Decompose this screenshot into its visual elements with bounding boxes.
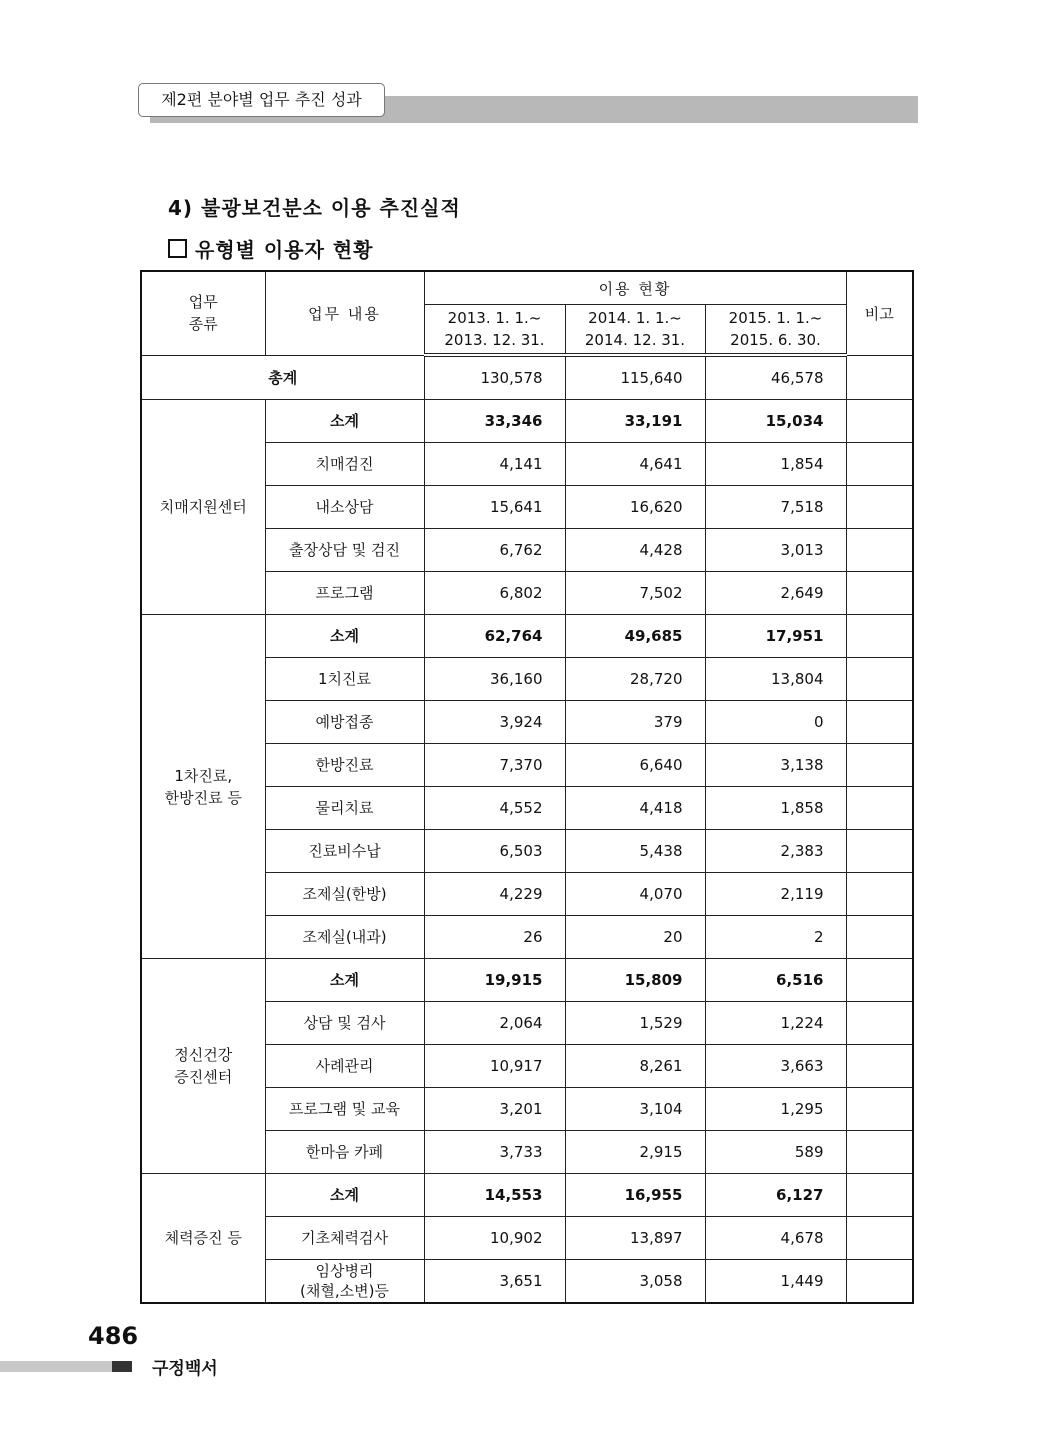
task-cell: 상담 및 검사 xyxy=(265,1002,424,1045)
value-2014: 379 xyxy=(565,701,705,744)
value-2013: 4,552 xyxy=(424,787,565,830)
subtotal-label: 소계 xyxy=(265,400,424,443)
value-2015: 15,034 xyxy=(705,400,846,443)
note-cell xyxy=(846,701,913,744)
value-2014: 3,104 xyxy=(565,1088,705,1131)
subtotal-label: 소계 xyxy=(265,1174,424,1217)
header-category: 업무 종류 xyxy=(141,271,265,355)
value-2015: 0 xyxy=(705,701,846,744)
task-cell: 1치진료 xyxy=(265,658,424,701)
value-2015: 13,804 xyxy=(705,658,846,701)
value-2015: 2 xyxy=(705,916,846,959)
value-2014: 8,261 xyxy=(565,1045,705,1088)
value-2014: 2,915 xyxy=(565,1131,705,1174)
value-2013: 6,762 xyxy=(424,529,565,572)
category-cell: 체력증진 등 xyxy=(141,1174,265,1304)
subtotal-label: 소계 xyxy=(265,615,424,658)
note-cell xyxy=(846,658,913,701)
category-cell: 정신건강 증진센터 xyxy=(141,959,265,1174)
table-row xyxy=(141,615,913,658)
note-cell xyxy=(846,744,913,787)
value-2015: 4,678 xyxy=(705,1217,846,1260)
header-task: 업무 내용 xyxy=(265,271,424,355)
footer-square xyxy=(112,1361,132,1372)
header-period-2015: 2015. 1. 1.~ 2015. 6. 30. xyxy=(705,305,846,356)
total-note xyxy=(846,355,913,400)
header-usage: 이용 현황 xyxy=(424,271,846,305)
value-2013: 10,902 xyxy=(424,1217,565,1260)
value-2013: 3,651 xyxy=(424,1260,565,1304)
table-row xyxy=(141,1174,913,1217)
value-2014: 4,418 xyxy=(565,787,705,830)
total-2013: 130,578 xyxy=(424,355,565,400)
value-2015: 3,663 xyxy=(705,1045,846,1088)
note-cell xyxy=(846,873,913,916)
value-2015: 1,854 xyxy=(705,443,846,486)
value-2015: 1,449 xyxy=(705,1260,846,1304)
value-2014: 4,641 xyxy=(565,443,705,486)
note-cell xyxy=(846,529,913,572)
table-body xyxy=(141,355,913,1303)
value-2015: 2,649 xyxy=(705,572,846,615)
value-2015: 3,013 xyxy=(705,529,846,572)
value-2013: 62,764 xyxy=(424,615,565,658)
note-cell xyxy=(846,400,913,443)
subsection-title xyxy=(168,234,374,263)
task-cell: 진료비수납 xyxy=(265,830,424,873)
checkbox-square-icon xyxy=(168,239,187,258)
value-2014: 4,428 xyxy=(565,529,705,572)
value-2014: 6,640 xyxy=(565,744,705,787)
value-2013: 19,915 xyxy=(424,959,565,1002)
total-row xyxy=(141,355,913,400)
note-cell xyxy=(846,1260,913,1304)
value-2013: 33,346 xyxy=(424,400,565,443)
page-number: 486 xyxy=(88,1322,139,1350)
value-2014: 4,070 xyxy=(565,873,705,916)
value-2013: 4,141 xyxy=(424,443,565,486)
section-title: 4) 불광보건분소 이용 추진실적 xyxy=(168,196,461,220)
task-cell: 프로그램 및 교육 xyxy=(265,1088,424,1131)
value-2015: 2,119 xyxy=(705,873,846,916)
note-cell xyxy=(846,615,913,658)
total-label: 총계 xyxy=(141,355,424,400)
task-cell: 조제실(내과) xyxy=(265,916,424,959)
header-note: 비고 xyxy=(846,271,913,355)
value-2014: 3,058 xyxy=(565,1260,705,1304)
value-2015: 7,518 xyxy=(705,486,846,529)
value-2014: 33,191 xyxy=(565,400,705,443)
value-2014: 13,897 xyxy=(565,1217,705,1260)
note-cell xyxy=(846,787,913,830)
note-cell xyxy=(846,443,913,486)
header-period-2013: 2013. 1. 1.~ 2013. 12. 31. xyxy=(424,305,565,356)
value-2014: 16,620 xyxy=(565,486,705,529)
value-2015: 6,516 xyxy=(705,959,846,1002)
note-cell xyxy=(846,1002,913,1045)
value-2013: 6,503 xyxy=(424,830,565,873)
value-2014: 49,685 xyxy=(565,615,705,658)
value-2014: 5,438 xyxy=(565,830,705,873)
category-cell: 치매지원센터 xyxy=(141,400,265,615)
value-2014: 15,809 xyxy=(565,959,705,1002)
value-2014: 28,720 xyxy=(565,658,705,701)
chapter-label: 제2편 분야별 업무 추진 성과 xyxy=(138,83,385,117)
subsection-title-text: 유형별 이용자 현황 xyxy=(195,238,374,262)
note-cell xyxy=(846,1045,913,1088)
task-cell: 한방진료 xyxy=(265,744,424,787)
value-2015: 1,295 xyxy=(705,1088,846,1131)
value-2015: 2,383 xyxy=(705,830,846,873)
value-2015: 1,224 xyxy=(705,1002,846,1045)
book-title: 구정백서 xyxy=(152,1359,218,1379)
value-2013: 6,802 xyxy=(424,572,565,615)
category-cell: 1차진료, 한방진료 등 xyxy=(141,615,265,959)
subtotal-label: 소계 xyxy=(265,959,424,1002)
note-cell xyxy=(846,959,913,1002)
note-cell xyxy=(846,486,913,529)
value-2014: 1,529 xyxy=(565,1002,705,1045)
value-2013: 2,064 xyxy=(424,1002,565,1045)
value-2015: 1,858 xyxy=(705,787,846,830)
note-cell xyxy=(846,1088,913,1131)
total-2015: 46,578 xyxy=(705,355,846,400)
header-period-2014: 2014. 1. 1.~ 2014. 12. 31. xyxy=(565,305,705,356)
task-cell: 프로그램 xyxy=(265,572,424,615)
task-cell: 임상병리 (채혈,소변)등 xyxy=(265,1260,424,1304)
note-cell xyxy=(846,1217,913,1260)
value-2015: 589 xyxy=(705,1131,846,1174)
value-2014: 7,502 xyxy=(565,572,705,615)
task-cell: 기초체력검사 xyxy=(265,1217,424,1260)
table-row xyxy=(141,959,913,1002)
task-cell: 사례관리 xyxy=(265,1045,424,1088)
task-cell: 조제실(한방) xyxy=(265,873,424,916)
value-2015: 17,951 xyxy=(705,615,846,658)
value-2014: 20 xyxy=(565,916,705,959)
value-2013: 14,553 xyxy=(424,1174,565,1217)
table-row xyxy=(141,400,913,443)
total-2014: 115,640 xyxy=(565,355,705,400)
note-cell xyxy=(846,916,913,959)
value-2015: 3,138 xyxy=(705,744,846,787)
task-cell: 치매검진 xyxy=(265,443,424,486)
task-cell: 물리치료 xyxy=(265,787,424,830)
footer-line xyxy=(0,1361,112,1372)
value-2013: 3,924 xyxy=(424,701,565,744)
value-2013: 10,917 xyxy=(424,1045,565,1088)
value-2013: 36,160 xyxy=(424,658,565,701)
value-2013: 15,641 xyxy=(424,486,565,529)
value-2015: 6,127 xyxy=(705,1174,846,1217)
value-2013: 26 xyxy=(424,916,565,959)
usage-table xyxy=(140,270,914,1304)
value-2013: 7,370 xyxy=(424,744,565,787)
task-cell: 내소상담 xyxy=(265,486,424,529)
task-cell: 예방접종 xyxy=(265,701,424,744)
value-2013: 4,229 xyxy=(424,873,565,916)
note-cell xyxy=(846,1174,913,1217)
value-2013: 3,201 xyxy=(424,1088,565,1131)
value-2013: 3,733 xyxy=(424,1131,565,1174)
task-cell: 한마음 카페 xyxy=(265,1131,424,1174)
note-cell xyxy=(846,1131,913,1174)
value-2014: 16,955 xyxy=(565,1174,705,1217)
note-cell xyxy=(846,830,913,873)
note-cell xyxy=(846,572,913,615)
task-cell: 출장상담 및 검진 xyxy=(265,529,424,572)
